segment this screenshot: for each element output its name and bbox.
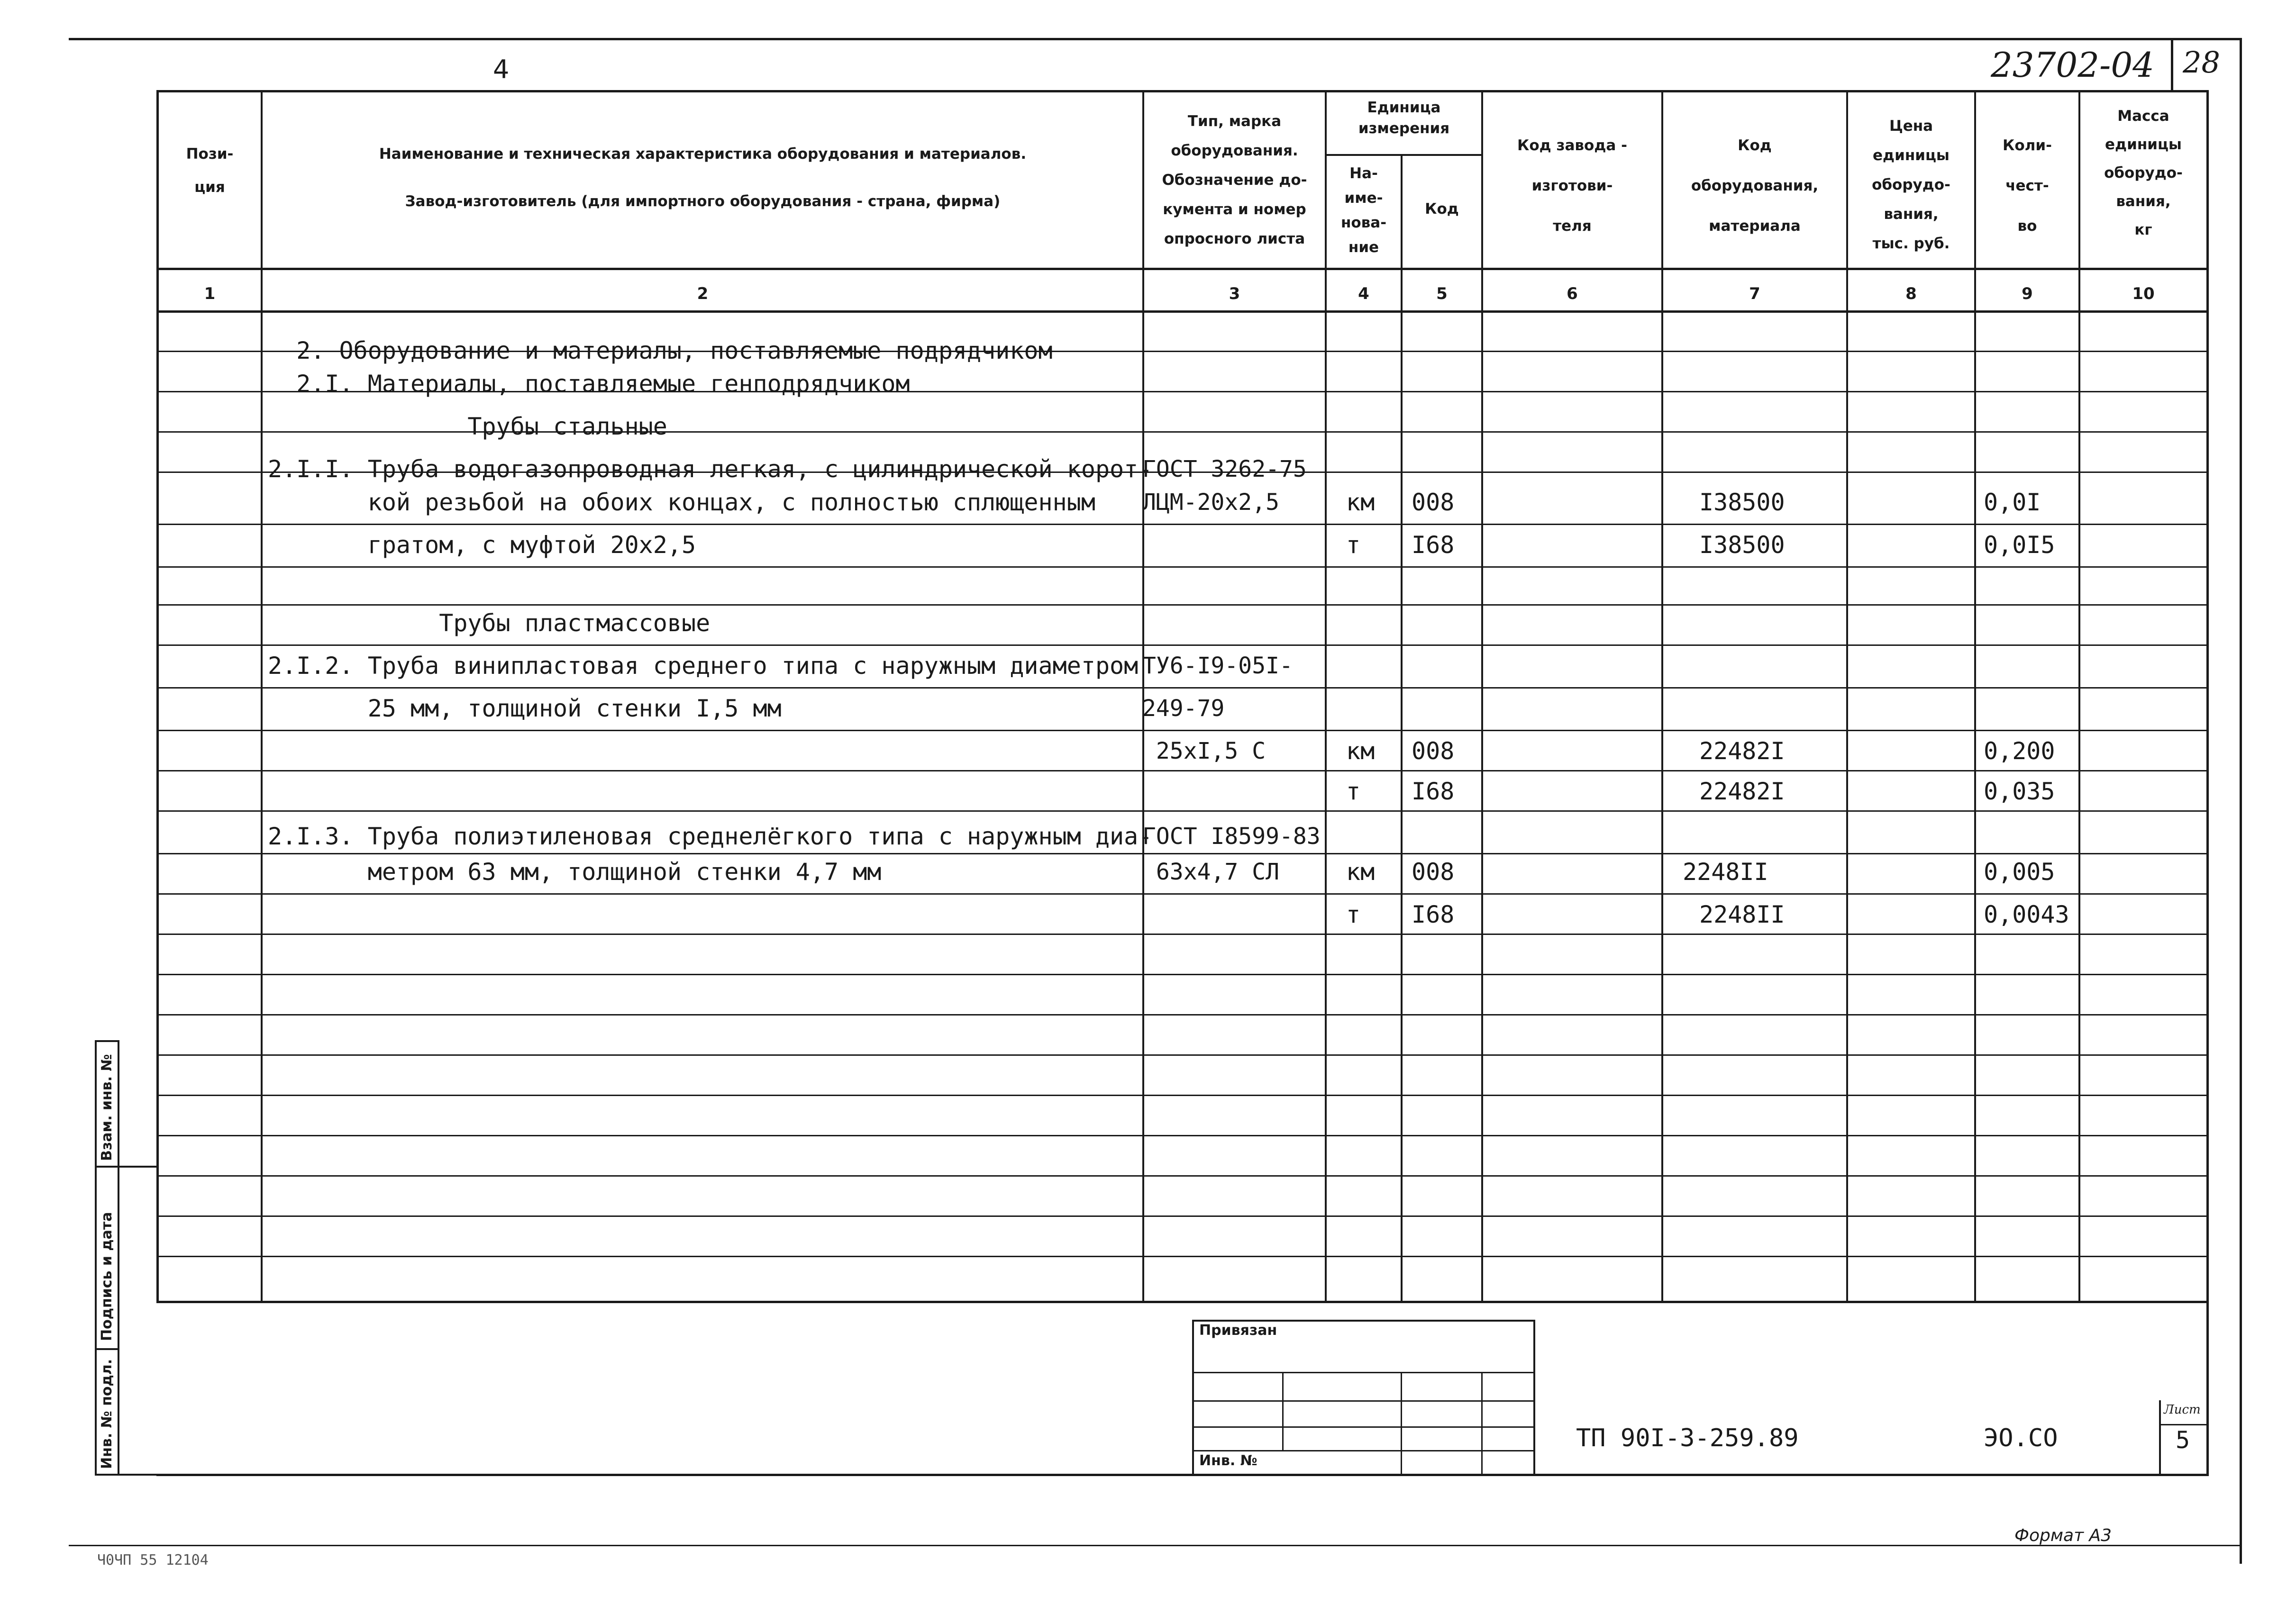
section-code: ЭО.СО <box>1984 1424 2058 1452</box>
header-unit-code: Код <box>1425 200 1459 218</box>
row-type: 63х4,7 СЛ <box>1142 859 1279 885</box>
replacement-inventory-label: Взам. инв. № <box>99 1054 115 1161</box>
row-name: 2.I. Материалы, поставляемые генподрядчиком <box>268 370 910 398</box>
archive-number: 23702-04 <box>1991 45 2154 85</box>
right-corner-divider <box>2171 38 2173 90</box>
row-name: метром 63 мм, толщиной стенки 4,7 мм <box>268 858 882 886</box>
sheet-number: 5 <box>2176 1426 2190 1454</box>
row-name: 2.I.3. Труба полиэтиленовая среднелёгкого типа с наружным диа- <box>268 823 1153 850</box>
header-unit: Единица измерения <box>1358 99 1450 137</box>
row-name: Трубы пластмассовые <box>268 609 711 637</box>
header-position: Пози- ция <box>186 145 234 196</box>
row-unit-code: I68 <box>1412 778 1455 805</box>
header-mass: Масса единицы оборудо- вания, кг <box>2104 108 2183 238</box>
row-name: 25 мм, толщиной стенки I,5 мм <box>268 695 782 722</box>
row-quantity: 0,035 <box>1984 778 2055 805</box>
row-material-code: 22482I <box>1699 737 1785 765</box>
signature-date-label: Подпись и дата <box>99 1212 115 1341</box>
column-number: 6 <box>1567 284 1578 303</box>
row-unit: км <box>1346 489 1375 516</box>
row-type: ГОСТ 3262-75 <box>1142 456 1307 482</box>
sheet-corner-number: 28 <box>2183 45 2220 80</box>
row-quantity: 0,200 <box>1984 737 2055 765</box>
header-material-code: Код оборудования, материала <box>1691 137 1819 235</box>
row-quantity: 0,0I5 <box>1984 531 2055 559</box>
column-number: 5 <box>1436 284 1448 303</box>
row-type: 25хI,5 С <box>1142 738 1266 764</box>
row-unit: км <box>1346 858 1375 886</box>
row-unit: т <box>1346 531 1361 559</box>
inventory-number-label: Инв. № <box>1199 1452 1257 1469</box>
column-number: 8 <box>1905 284 1917 303</box>
row-name: 2.I.I. Труба водогазопроводная легкая, с цилиндрической корот- <box>268 455 1153 483</box>
row-unit: т <box>1346 778 1361 805</box>
header-type: Тип, марка оборудования. Обозначение до- кумента и номер опросного листа <box>1162 113 1307 247</box>
column-number: 3 <box>1229 284 1240 303</box>
header-quantity: Коли- чест- во <box>2003 137 2052 235</box>
row-material-code: 22482I <box>1699 778 1785 805</box>
row-name: Трубы стальные <box>268 413 667 440</box>
header-name: Наименование и техническая характеристика оборудования и материалов. Завод-изготовитель (для импортного оборудования - страна, фирма) <box>379 145 1027 210</box>
row-name: 2. Оборудование и материалы, поставляемые подрядчиком <box>268 337 1053 364</box>
linked-label: Привязан <box>1199 1322 1277 1339</box>
row-name: 2.I.2. Труба винипластовая среднего типа с наружным диаметром <box>268 652 1139 680</box>
column-number: 9 <box>2022 284 2033 303</box>
format-label: Формат А3 <box>2014 1526 2112 1545</box>
row-quantity: 0,0043 <box>1984 901 2069 928</box>
original-inventory-label: Инв. № подл. <box>99 1359 115 1469</box>
column-number: 2 <box>697 284 709 303</box>
row-unit-code: 008 <box>1412 489 1455 516</box>
header-factory-code: Код завода - изготови- теля <box>1517 137 1627 235</box>
row-name: гратом, с муфтой 20х2,5 <box>268 531 696 559</box>
row-quantity: 0,005 <box>1984 858 2055 886</box>
column-number: 4 <box>1358 284 1369 303</box>
row-unit: т <box>1346 901 1361 928</box>
row-name: кой резьбой на обоих концах, с полностью сплющенным <box>268 489 1095 516</box>
document-code: ТП 90I-3-259.89 <box>1576 1424 1799 1452</box>
row-material-code: 2248II <box>1683 858 1768 886</box>
column-number: 1 <box>204 284 216 303</box>
page-number: 4 <box>493 54 510 84</box>
row-quantity: 0,0I <box>1984 489 2041 516</box>
column-number: 7 <box>1749 284 1760 303</box>
row-type: ГОСТ I8599-83 <box>1142 823 1321 850</box>
header-price: Цена единицы оборудо- вания, тыс. руб. <box>1872 118 1950 252</box>
row-unit-code: I68 <box>1412 901 1455 928</box>
row-type: ТУ6-I9-05I- <box>1142 653 1293 679</box>
right-frame-line <box>2240 38 2242 1564</box>
row-unit: км <box>1346 737 1375 765</box>
row-material-code: 2248II <box>1699 901 1785 928</box>
row-unit-code: 008 <box>1412 858 1455 886</box>
header-unit-name: На- име- нова- ние <box>1340 165 1387 256</box>
row-type: ЛЦМ-20х2,5 <box>1142 489 1279 516</box>
row-type: 249-79 <box>1142 695 1225 722</box>
row-material-code: I38500 <box>1699 531 1785 559</box>
sheet-label: Лист <box>2164 1403 2201 1417</box>
row-material-code: I38500 <box>1699 489 1785 516</box>
column-number: 10 <box>2132 284 2155 303</box>
bottom-rule <box>69 1545 2242 1546</box>
row-unit-code: I68 <box>1412 531 1455 559</box>
row-unit-code: 008 <box>1412 737 1455 765</box>
bottom-code: Ч0ЧП 55 12104 <box>97 1552 209 1569</box>
top-border-line <box>69 38 2242 40</box>
